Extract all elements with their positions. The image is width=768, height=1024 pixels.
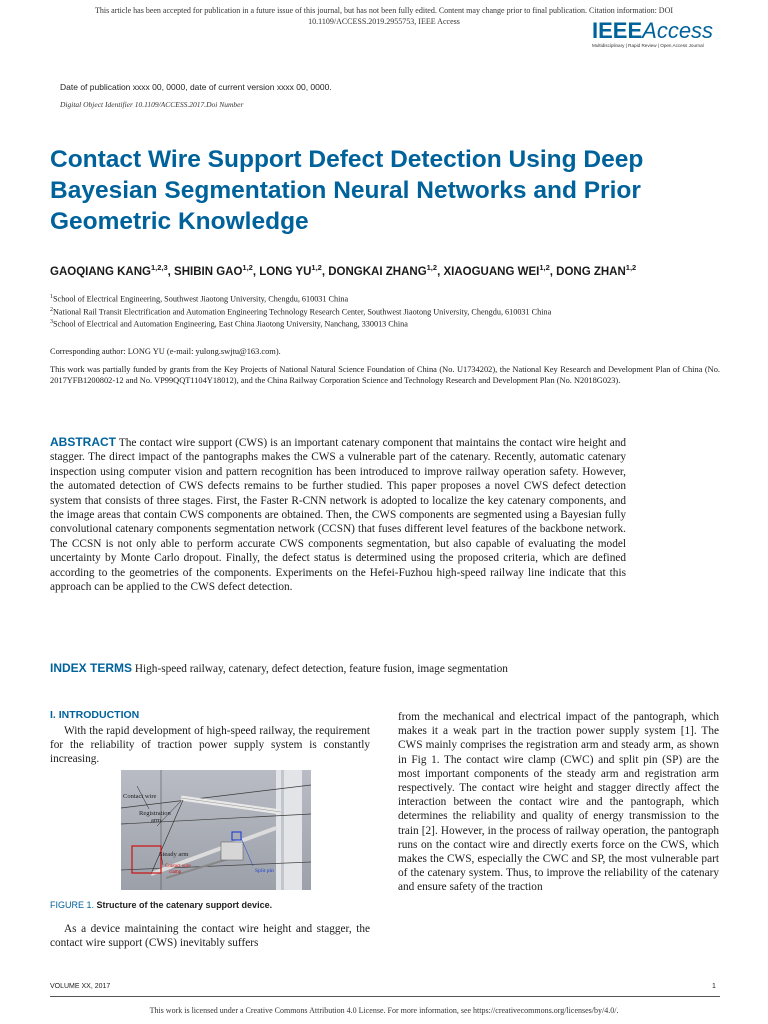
author-list [50,260,710,280]
label-cwc-line-1: Contact wire [165,864,191,869]
logo-access: Access [642,18,714,43]
abstract [50,435,626,594]
license-notice: This work is licensed under a Creative Commons Attribution 4.0 License. For more information, see https://creativecommons.org/licenses/by/4.0/. [149,1006,619,1015]
affiliation: $^2$National Rail Transit Electrification and Automation Engineering Technology Research Center, Southwest Jiaotong University, Chengdu, 610031 China [50,306,552,317]
section-heading: I. INTRODUCTION [50,709,140,721]
catenary-photo [121,770,311,890]
page-number: 1 [712,983,716,990]
label-registration-line-1: Registration [139,810,171,817]
index-terms-label: INDEX TERMS [50,661,133,675]
author: SHIBIN GAO$^{1,2}$, [174,263,260,278]
ieee-access-logo [592,20,732,48]
figure-number: FIGURE 1. [50,900,95,910]
affiliation: $^1$School of Electrical Engineering, Southwest Jiaotong University, Chengdu, 610031 China [50,294,349,304]
logo-tagline: Multidisciplinary | Rapid Review | Open Access Journal [592,43,704,48]
affiliations [50,292,720,330]
label-registration-line-2: arm [151,817,162,824]
index-terms [50,661,690,675]
label-steady-arm: Steady arm [159,851,189,858]
doi-line: Digital Object Identifier 10.1109/ACCESS.2017.Doi Number [60,100,244,109]
corresponding-author: Corresponding author: LONG YU (e-mail: yulong.swjtu@163.com). [50,347,281,356]
figure-1 [121,770,311,890]
abstract-label: ABSTRACT [50,435,116,449]
author: LONG YU$^{1,2}$, [259,263,329,278]
abstract-text: The contact wire support (CWS) is an important catenary component that maintains the contact wire height and stagger. The direct impact of the pantographs makes the CWS a vulnerable part of the catenary. Recently, automatic catenary inspection using computer vision and pattern recognition has been introduced to improve railway operation safety. However, the automated detection of CWS defects remains to be further studied. This paper proposes a novel CWS defect detection system that consists of three stages. First, the Faster R-CNN network is adopted to localize the key catenary components, and the image areas that contain CWS components are obtained. Then, the CWS components are segmented using a Bayesian fully convolutional catenary components segmentation network (CCSN) that fuses different level features of the backbone network. The CCSN is not only able to perform accurate CWS components segmentation, but also capable of evaluating the model uncertainty by Monte Carlo dropout. Finally, the defect status is determined using the proposed criteria, which are defined according to the geometries of the components. Experiments on the Hefei-Fuzhou high-speed railway line indicate that this approach can be applied to the CWS defect detection. [50,437,627,594]
volume-label: VOLUME XX, 2017 [50,983,111,990]
clamp-body [221,842,243,860]
author: DONGKAI ZHANG$^{1,2}$, [328,263,444,278]
label-split-pin: Split pin [255,868,274,874]
label-cwc-line-2: clamp [169,870,182,875]
intro-paragraph-2: As a device maintaining the contact wire height and stagger, the contact wire support (CWS) inevitably suffers [50,923,370,950]
logo-wordmark [592,20,732,42]
footer-divider [50,996,720,997]
author: GAOQIANG KANG$^{1,2,3}$, [50,263,175,278]
affiliation: $^3$School of Electrical and Automation Engineering, East China Jiaotong University, Nanchang, 330013 China [50,319,408,330]
label-contact-wire: Contact wire [123,793,157,800]
logo-ieee: IEEE [592,18,643,43]
index-terms-text: High-speed railway, catenary, defect detection, feature fusion, image segmentation [134,663,508,675]
intro-paragraph-1: With the rapid development of high-speed railway, the requirement for the reliability of traction power supply system is constantly increasing. [50,725,370,766]
figure-caption-text: Structure of the catenary support device. [96,900,273,910]
author: DONG ZHAN$^{1,2}$ [556,263,637,278]
intro-column-2: from the mechanical and electrical impact of the pantograph, which makes it a weak part in the traction power supply system [1]. The CWS mainly comprises the registration arm and steady arm, as shown in Fig 1. The contact wire clamp (CWC) and split pin (SP) are the most important components of the steady arm and registration arm respectively. The contact wire height and stagger directly affect the interaction between the contact wire and the pantograph, which determines the reliability and quality of energy transmission to the train [2]. However, in the process of railway operation, the pantograph runs on the contact wire and directly exerts force on the CWS, which makes the CWS, especially the CWC and SP, the most vulnerable part of the catenary system. Thus, to improve the reliability of the catenary and ensure safety of the traction [398,711,719,894]
figure-caption [50,900,272,910]
author: XIAOGUANG WEI$^{1,2}$, [443,263,557,278]
journal-notice: This article has been accepted for publication in a future issue of this journal, but has not been fully edited. Content may change prior to final publication. Citation information: DOI 10.1109/ACCESS.2019.2955753, IEEE Access [94,6,674,26]
publication-date: Date of publication xxxx 00, 0000, date of current version xxxx 00, 0000. [60,82,332,92]
funding-statement: This work was partially funded by grants from the Key Projects of National Natural Science Foundation of China (No. U1734202), the National Key Research and Development Plan of China (No. 2017YFB1200802-12 and No. VP99QQT1104Y18012), and the China Railway Corporation Science and Technology Research and Development Plan (No. N2018G023). [50,365,720,385]
paper-title: Contact Wire Support Defect Detection Using Deep Bayesian Segmentation Neural Networks and Prior Geometric Knowledge [50,146,644,235]
